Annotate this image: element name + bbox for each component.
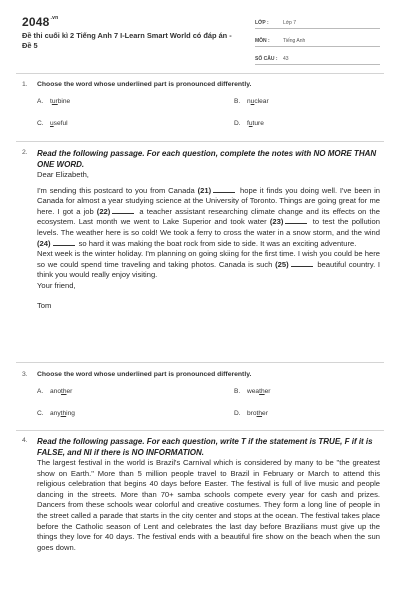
option-a[interactable]: A. another — [37, 388, 73, 395]
option-c[interactable]: C. useful — [37, 120, 68, 127]
passage-paragraph: Next week is the winter holiday. I'm planning on going skiing for the first time. I wish you could be here so we could spend time traveling and taking photos. Canada is such (25) beautiful country. I think you would really enjoy visiting. — [37, 249, 381, 280]
meta-label: MÔN : — [255, 37, 270, 44]
question-4 — [22, 437, 380, 553]
meta-label: LỚP : — [255, 19, 269, 26]
question-text: Choose the word whose underlined part is pronounced differently. — [37, 371, 252, 378]
exam-meta — [255, 14, 380, 68]
site-logo[interactable]: $2048^{.vn}$ — [22, 15, 59, 29]
letter-greeting: Dear Elizabeth, — [37, 170, 89, 179]
blank-number: (24) — [37, 238, 51, 248]
question-text: Choose the word whose underlined part is pronounced differently. — [37, 81, 252, 88]
answer-blank[interactable] — [112, 207, 134, 214]
meta-value: Lớp 7 — [283, 19, 297, 26]
question-number: 4. — [22, 437, 28, 444]
blank-number: (23) — [269, 217, 284, 227]
option-b[interactable]: B. weather — [234, 388, 271, 395]
question-number: 1. — [22, 81, 28, 88]
option-d[interactable]: D. future — [234, 120, 264, 127]
option-a[interactable]: A. turbine — [37, 98, 71, 105]
question-1 — [22, 81, 380, 134]
passage-paragraph: I'm sending this postcard to you from Canada (21) hope it finds you doing well. I've been in Canada for almost a year studying science at the University of Toronto. Things are going great for me here. I got a job (22) a teacher assistant researching climate change and its effects on the ecosystem. Last month we went to Lake Superior and took water (23) to test the pollution levels. The weather here is so cold! We took a ferry to cross the water in a snow storm, and the wind (24) so hard it was making the boat rock from side to side. It was an exciting adventure. — [37, 185, 381, 248]
header-divider — [16, 73, 384, 74]
meta-label: SỐ CÂU : — [255, 55, 278, 62]
question-3 — [22, 371, 380, 424]
meta-value: 43 — [283, 55, 289, 62]
blank-number: (22) — [96, 206, 111, 216]
passage-paragraph: The largest festival in the world is Brazil's Carnival which is considered by many to be "the greatest show on Earth." More than 5 million people travel to Brazil in February or March to attend this religious celebration that begins 40 days before Easter. The festival is full of live music and people dancing in the streets. More than 70+ samba schools compete every year for cash and prizes. Dancers from these schools wear colorful and creative costumes. They form a long line of people in the street called a parade that starts in the city center and stops at the ocean. The festival takes place before the Catholic season of Lent and celebrates the last day before Brazilians must give up the things they love for 40 days. The festival ends with a beautiful fire show on the beach when the sun goes down. — [37, 458, 380, 552]
meta-row-class — [255, 14, 380, 29]
exam-title: Đề thi cuối kì 2 Tiếng Anh 7 I-Learn Smart World có đáp án - Đề 5 — [22, 31, 232, 50]
question-number: 3. — [22, 371, 28, 378]
option-row — [37, 120, 380, 134]
answer-blank[interactable] — [213, 186, 235, 193]
answer-blank[interactable] — [291, 260, 313, 267]
question-instruction: Read the following passage. For each question, complete the notes with NO MORE THAN ONE WORD. — [37, 149, 377, 169]
question-number: 2. — [22, 149, 28, 156]
answer-blank[interactable] — [53, 239, 75, 246]
page-header — [0, 0, 400, 62]
option-d[interactable]: D. brother — [234, 410, 268, 417]
blank-number: (25) — [275, 259, 289, 269]
option-row — [37, 410, 380, 424]
meta-row-count — [255, 50, 380, 65]
section-divider — [16, 362, 384, 363]
blank-number: (21) — [197, 185, 212, 195]
answer-blank[interactable] — [285, 217, 307, 224]
letter-closing: Your friend, — [37, 280, 76, 290]
meta-row-subject — [255, 32, 380, 47]
letter-signature: Tom — [37, 300, 52, 310]
question-2 — [22, 149, 380, 311]
option-c[interactable]: C. anything — [37, 410, 75, 417]
meta-value: Tiếng Anh — [283, 37, 306, 44]
section-divider — [16, 141, 384, 142]
option-row — [37, 98, 380, 112]
section-divider — [16, 430, 384, 431]
option-row — [37, 388, 380, 402]
option-b[interactable]: B. nuclear — [234, 98, 269, 105]
question-instruction: Read the following passage. For each question, write T if the statement is TRUE, F if it is FALSE, and NI if there is NO INFORMATION. — [37, 437, 373, 457]
